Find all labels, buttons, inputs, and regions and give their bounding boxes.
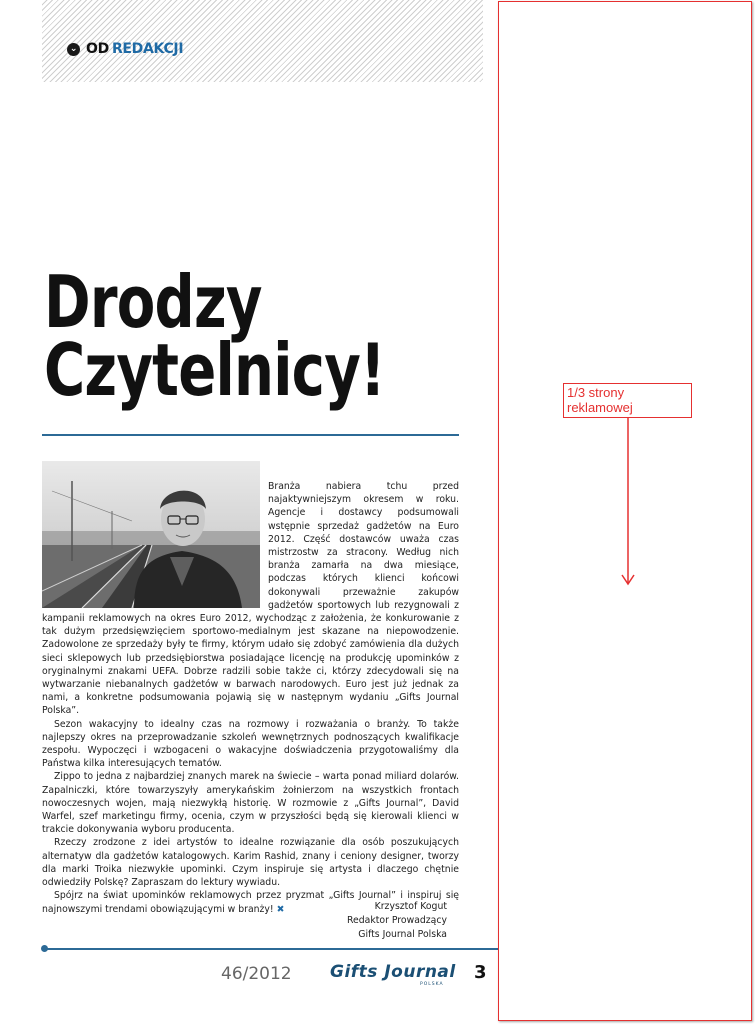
section-label-word2: REDAKCJI (111, 41, 184, 57)
publication-logo: Gifts Journal (330, 962, 456, 982)
signature-publication: Gifts Journal Polska (358, 929, 447, 940)
editorial-article (42, 480, 459, 916)
title-divider (42, 434, 459, 436)
article-paragraph-text: Spójrz na świat upominków reklamowych przez pryzmat „Gifts Journal” i inspiruj się najnowszymi trendami obowiązującymi w branży! (42, 890, 459, 915)
article-paragraph: Sezon wakacyjny to idealny czas na rozmowy i rozważania o branży. To także najlepszy okres na przeprowadzanie szkoleń wewnętrznych podnoszących kwalifikacje zespołu. Wypoczęci i wzbogaceni o wakacyjne doświadczenia przygotowaliśmy dla Państwa kilka interesujących tematów. (42, 718, 459, 770)
end-mark-icon: ✖ (276, 903, 285, 915)
page-title (44, 260, 385, 412)
article-paragraph: Branża nabiera tchu przed najaktywniejszym okresem w roku. Agencje i dostawcy podsumowali wstępnie sprzedaż gadżetów na Euro 2012. Część dostawców uważa czas mistrzostw za stracony. Według nich branża zamarła na dwa miesiące, podczas których klienci końcowi dokonywali przeważnie zakupów gadżetów sportowych lub rezygnowali z kampanii reklamowych na okres Euro 2012, wychodząc z założenia, że konkurowanie z tak dużym przedsięwzięciem sportowo-medialnym jest skazane na niepowodzenie. Zadowolone ze sprzedaży były te firmy, którym udało się zdobyć zamówienia dla dużych sieci sklepowych lub przedsiębiorstwa posiadające licencję na produkcję upominków z oryginalnymi znakami UEFA. Dobrze radzili sobie także ci, którzy zdecydowali się na wytwarzanie niebanalnych gadżetów w barwach narodowych. Euro jest już jednak za nami, a konkretne podsumowania pojawią się w następnym wydaniu „Gifts Journal Polska”. (42, 481, 459, 717)
section-label (67, 41, 183, 57)
section-label-word1: OD (86, 41, 109, 57)
signature (347, 900, 447, 942)
signature-role: Redaktor Prowadzący (347, 915, 447, 926)
page-number: 3 (474, 962, 487, 983)
chevron-down-circle-icon: ⌄ (67, 43, 80, 56)
photo-spacer (42, 480, 268, 606)
publication-logo-sub: POLSKA (420, 982, 444, 987)
article-paragraph: Rzeczy zrodzone z idei artystów to idealne rozwiązanie dla osób poszukujących alternatyw dla gadżetów katalogowych. Karim Rashid, znany i ceniony designer, tworzy dla marki Troika niezwykłe upominki. Czym inspiruje się artysta i dlaczego chętnie odwiedziły Polskę? Zapraszam do lektury wywiadu. (42, 837, 459, 889)
issue-number: 46/2012 (221, 964, 292, 984)
footer-divider (44, 948, 498, 950)
arrow-down-icon (620, 418, 636, 588)
ad-placeholder-label: 1/3 strony reklamowej (563, 383, 692, 418)
article-paragraph: Zippo to jedna z najbardziej znanych marek na świecie – warta ponad miliard dolarów. Zapalniczki, które towarzyszyły amerykańskim żołnierzom na wszystkich frontach nowoczesnych wojen, mają niezwykłą historię. W rozmowie z „Gifts Journal”, David Warfel, szef marketingu firmy, ocenia, czym w przyszłości będą się kierowali klienci w trakcie dokonywania wyboru producenta. (42, 771, 459, 836)
page-title-line1: Drodzy (44, 260, 262, 344)
signature-name: Krzysztof Kogut (374, 901, 447, 912)
page-title-line2: Czytelnicy! (44, 328, 385, 412)
